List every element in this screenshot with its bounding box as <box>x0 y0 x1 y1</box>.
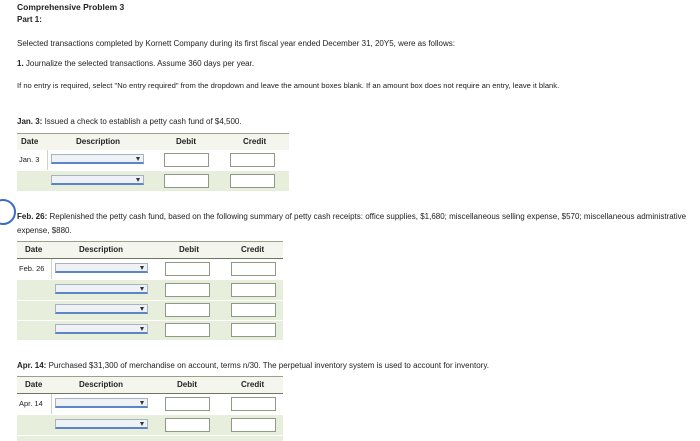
journal-header <box>17 376 283 395</box>
transaction-date-label: Feb. 26: <box>17 212 48 221</box>
intro-text: Selected transactions completed by Kornett Company during its first fiscal year ended December 31, 20Y5, were as follows: <box>17 39 455 48</box>
part-label: Part 1: <box>17 15 42 24</box>
chevron-down-icon <box>140 327 144 331</box>
col-date: Date <box>21 137 39 146</box>
col-description: Description <box>76 137 121 146</box>
journal-table-apr-14 <box>17 376 283 441</box>
credit-input[interactable] <box>231 418 276 432</box>
transaction-text: Replenished the petty cash fund, based on the following summary of petty cash receipts: office supplies, $1,680; miscellaneous selling expense, $570; miscellaneous administrative expense, $880. <box>17 212 687 235</box>
date-cell: Apr. 14 <box>17 394 52 414</box>
account-select[interactable] <box>55 304 148 314</box>
credit-input[interactable] <box>231 283 276 297</box>
chevron-down-icon <box>140 307 144 311</box>
journal-row <box>17 259 283 280</box>
col-description: Description <box>79 245 124 254</box>
transaction-date-label: Jan. 3: <box>17 117 43 126</box>
debit-input[interactable] <box>164 174 209 188</box>
credit-input[interactable] <box>231 303 276 317</box>
credit-input[interactable] <box>231 262 276 276</box>
journal-row <box>17 171 289 192</box>
instruction-text: Journalize the selected transactions. Assume 360 days per year. <box>25 59 255 68</box>
journal-row <box>17 300 283 321</box>
journal-row <box>17 150 289 171</box>
credit-input[interactable] <box>230 153 275 167</box>
journal-row <box>17 415 283 436</box>
account-select[interactable] <box>55 324 148 334</box>
question-indicator <box>0 199 16 225</box>
instruction <box>17 59 254 69</box>
instruction-note: If no entry is required, select "No entry required" from the dropdown and leave the amount boxes blank. If an amount box does not require an entry, leave it blank. <box>17 81 560 90</box>
col-debit: Debit <box>177 380 197 389</box>
debit-input[interactable] <box>165 262 210 276</box>
transaction-date-label: Apr. 14: <box>17 361 47 370</box>
chevron-down-icon <box>136 178 140 182</box>
credit-input[interactable] <box>231 323 276 337</box>
account-select[interactable] <box>51 154 144 164</box>
debit-input[interactable] <box>165 303 210 317</box>
instruction-number: 1. <box>17 59 24 68</box>
chevron-down-icon <box>140 287 144 291</box>
page-title: Comprehensive Problem 3 <box>17 2 125 12</box>
journal-row <box>17 320 283 341</box>
journal-table-jan-3 <box>17 133 289 191</box>
col-credit: Credit <box>241 380 265 389</box>
debit-input[interactable] <box>165 397 210 411</box>
transaction-prompt <box>17 117 242 127</box>
date-cell: Feb. 26 <box>17 259 52 279</box>
credit-input[interactable] <box>230 174 275 188</box>
account-select[interactable] <box>55 419 148 429</box>
account-select[interactable] <box>55 263 148 273</box>
account-select[interactable] <box>55 398 148 408</box>
debit-input[interactable] <box>164 153 209 167</box>
col-debit: Debit <box>179 245 199 254</box>
journal-row <box>17 394 283 415</box>
col-debit: Debit <box>176 137 196 146</box>
transaction-text: Issued a check to establish a petty cash fund of $4,500. <box>44 117 242 126</box>
journal-row <box>17 280 283 301</box>
chevron-down-icon <box>140 422 144 426</box>
chevron-down-icon <box>136 157 140 161</box>
debit-input[interactable] <box>165 323 210 337</box>
col-credit: Credit <box>243 137 267 146</box>
account-select[interactable] <box>51 175 144 185</box>
debit-input[interactable] <box>165 283 210 297</box>
account-select[interactable] <box>55 284 148 294</box>
chevron-down-icon <box>140 266 144 270</box>
transaction-prompt <box>17 361 489 371</box>
debit-input[interactable] <box>165 418 210 432</box>
journal-header <box>17 241 283 260</box>
date-cell: Jan. 3 <box>17 150 48 170</box>
journal-table-feb-26 <box>17 241 283 341</box>
transaction-text: Purchased $31,300 of merchandise on account, terms n/30. The perpetual inventory system is used to account for inventory. <box>48 361 489 370</box>
chevron-down-icon <box>140 401 144 405</box>
col-description: Description <box>79 380 124 389</box>
col-credit: Credit <box>241 245 265 254</box>
credit-input[interactable] <box>231 397 276 411</box>
transaction-prompt <box>17 210 687 238</box>
col-date: Date <box>25 380 43 389</box>
col-date: Date <box>25 245 43 254</box>
